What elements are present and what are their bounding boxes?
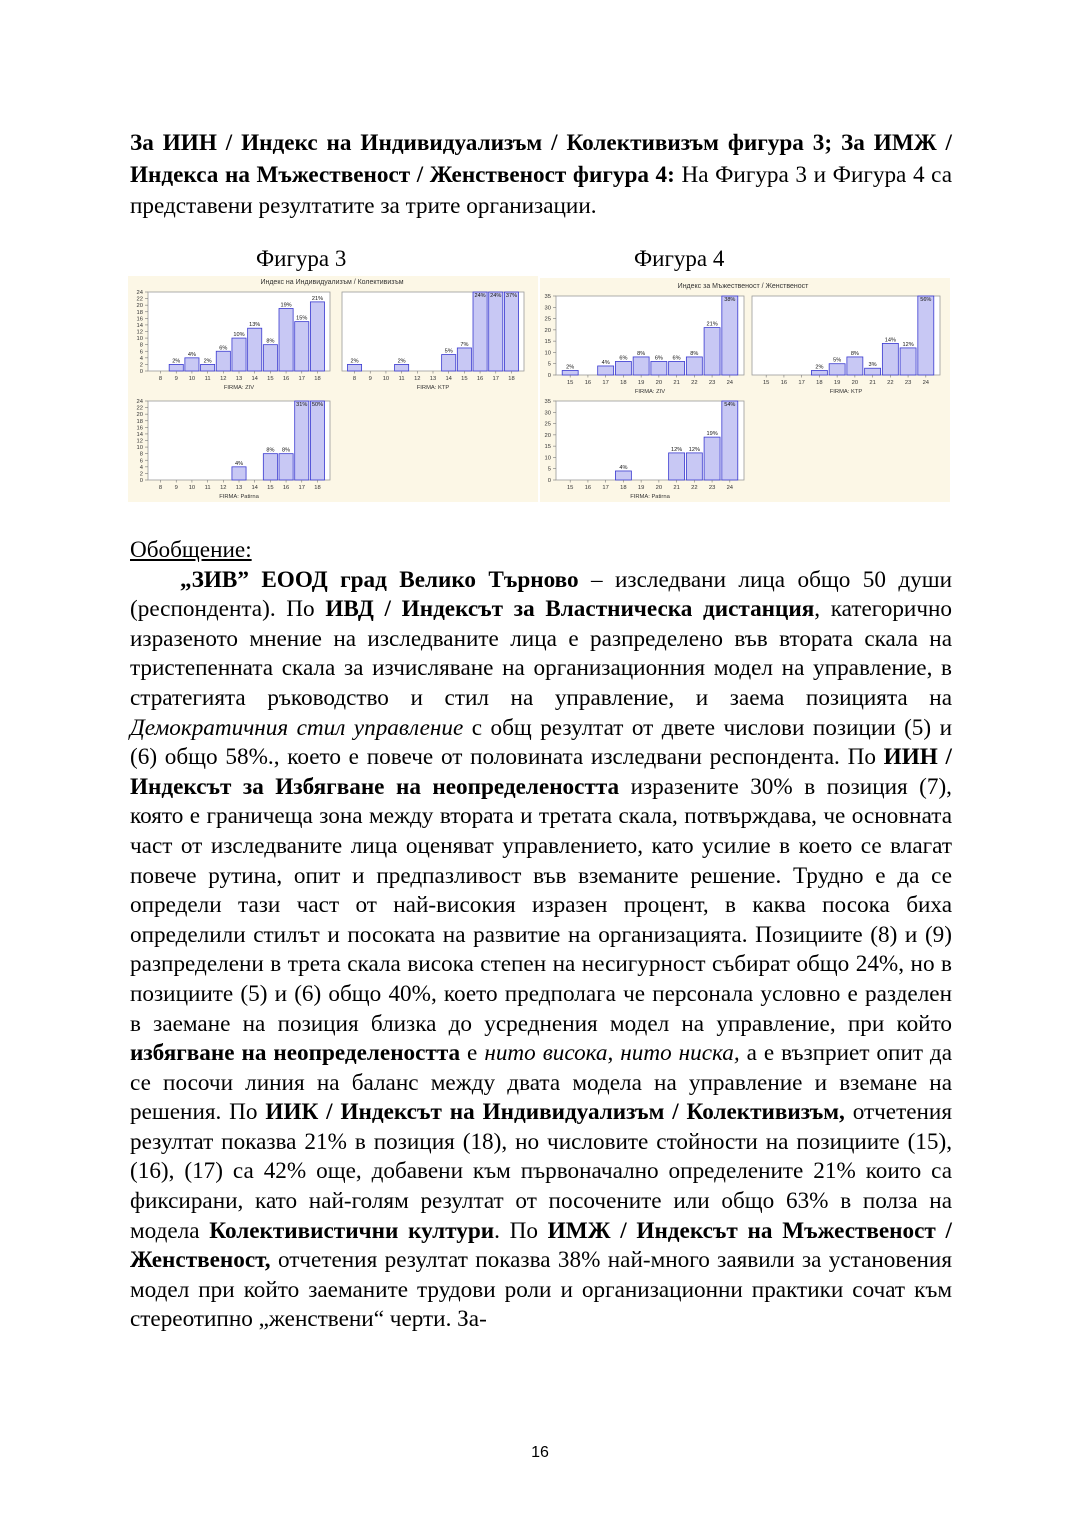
- chart-1-xtick-label: 17: [298, 376, 305, 382]
- chart-6-ytick-label: 20: [544, 432, 551, 439]
- chart-6-xtick-label: 20: [655, 485, 663, 491]
- chart-4-data-label: 6%: [654, 355, 663, 362]
- chart-2-xtick-label: 17: [492, 376, 499, 382]
- chart-4-xtick-label: 15: [566, 380, 574, 386]
- chart-3-ytick-label: 0: [139, 478, 143, 484]
- summary-text-16: . По: [494, 1217, 548, 1244]
- charts-area: [0, 0, 1080, 520]
- chart-5-data-label: 2%: [815, 364, 824, 371]
- figure-4-label: Фигура 4: [634, 246, 725, 271]
- chart-6-xtick-label: 23: [708, 485, 716, 491]
- chart-5-data-label: 14%: [884, 337, 896, 344]
- chart-1-data-label: 19%: [280, 302, 292, 309]
- chart-5-bar: [811, 370, 827, 375]
- chart-3-ytick-label: 18: [136, 418, 143, 425]
- intro-bold: За ИИН / Индекс на Индивидуализъм / Колективизъм фигура 3; За ИМЖ / Индекса на Мъжественост / Женственост фигура 4:: [130, 130, 952, 188]
- chart-6-ytick-label: 25: [544, 421, 551, 428]
- chart-3-ytick-label: 20: [136, 412, 143, 419]
- chart-1-bar: [295, 322, 309, 371]
- chart-1-xtick-label: 15: [267, 376, 274, 382]
- summary-italic-5: Демократичния стил управление: [130, 714, 464, 741]
- chart-1-xlabel: FIRMA: ZIV: [223, 385, 255, 391]
- chart-1-ytick-label: 20: [136, 303, 143, 310]
- chart-5-xtick-label: 17: [798, 380, 805, 386]
- chart-4-bar: [722, 296, 738, 375]
- chart-4-ytick-label: 35: [544, 294, 551, 300]
- chart-1-bar: [232, 338, 246, 371]
- chart-6-data-label: 12%: [671, 446, 683, 453]
- chart-1-ytick-label: 8: [139, 342, 143, 349]
- chart-6-ytick-label: 10: [544, 455, 551, 462]
- chart-3-bar: [310, 401, 324, 480]
- chart-1-data-label: 21%: [311, 295, 324, 302]
- chart-2-xtick-label: 14: [445, 376, 452, 382]
- chart-6-bar: [722, 401, 738, 480]
- chart-6-data-label: 4%: [619, 464, 628, 471]
- chart-6-ytick-label: 5: [547, 466, 551, 473]
- chart-3-xtick-label: 8: [158, 485, 163, 491]
- chart-1-ytick-label: 6: [139, 349, 143, 356]
- chart-2-data-label: 24%: [474, 293, 486, 299]
- chart-1-xtick-label: 8: [158, 376, 163, 382]
- chart-4-ytick-label: 0: [547, 373, 551, 379]
- chart-4-data-label: 6%: [619, 355, 628, 362]
- chart-5-data-label: 5%: [833, 357, 842, 364]
- chart-1-xtick-label: 13: [235, 376, 243, 382]
- summary-bold-1: „ЗИВ” ЕООД град Велико Търново: [180, 566, 579, 593]
- chart-5-xtick-label: 20: [851, 380, 859, 386]
- chart-4-data-label: 4%: [601, 359, 610, 366]
- chart-3-bar: [232, 467, 246, 480]
- page-number: 16: [531, 1444, 549, 1461]
- chart-4-data-label: 6%: [672, 355, 681, 362]
- summary-heading: Обобщение:: [130, 537, 252, 563]
- chart-3-bar: [295, 401, 309, 480]
- chart-1-ytick-label: 2: [139, 362, 143, 369]
- chart-3-ytick-label: 14: [136, 431, 143, 438]
- chart-4-data-label: 8%: [637, 350, 646, 357]
- chart-4-ytick-label: 25: [544, 316, 551, 323]
- chart-1-bar: [201, 364, 215, 371]
- chart-5-xtick-label: 22: [887, 380, 894, 386]
- chart-4-xtick-label: 20: [655, 380, 663, 386]
- chart-6-bar: [704, 437, 720, 480]
- chart-3-xtick-label: 12: [220, 485, 227, 491]
- chart-3-xlabel: FIRMA: Patirna: [219, 494, 259, 500]
- chart-4-xlabel: FIRMA: ZIV: [634, 389, 666, 395]
- chart-1-bar: [310, 302, 324, 371]
- summary-italic-11: нито висока, нито ниска,: [484, 1040, 740, 1067]
- chart-5-data-label: 12%: [902, 341, 914, 348]
- chart-6-data-label: 19%: [706, 431, 718, 438]
- chart-6-xtick-label: 18: [620, 485, 627, 491]
- chart-1-data-label: 2%: [203, 358, 212, 365]
- chart-2-data-label: 5%: [444, 348, 453, 355]
- chart-2-data-label: 7%: [460, 341, 469, 348]
- summary-bold-17: ИМЖ / Индексът на Мъжественост / Женственост,: [130, 1217, 952, 1274]
- chart-3-bar: [279, 454, 293, 480]
- chart-4-ytick-label: 20: [544, 327, 551, 334]
- chart-4-xtick-label: 24: [726, 380, 734, 386]
- chart-6-ytick-label: 0: [547, 478, 551, 484]
- chart-2-data-label: 24%: [490, 293, 502, 299]
- chart-5-xlabel: FIRMA: KTP: [829, 389, 863, 395]
- chart-4-data-label: 8%: [690, 350, 699, 357]
- chart-3-xtick-label: 15: [267, 485, 274, 491]
- chart-1-ytick-label: 16: [136, 316, 143, 323]
- chart-6-xtick-label: 19: [637, 485, 645, 491]
- chart-4-bar: [562, 370, 578, 375]
- chart-6-xtick-label: 16: [584, 485, 592, 491]
- chart-5-data-label: 3%: [868, 362, 877, 369]
- chart-1-ytick-label: 0: [139, 369, 143, 375]
- chart-3-xtick-label: 11: [204, 485, 211, 491]
- chart-1-ytick-label: 24: [136, 290, 143, 296]
- chart-6-xtick-label: 17: [602, 485, 609, 491]
- chart-2-data-label: 37%: [505, 293, 518, 299]
- chart-3-xtick-label: 18: [314, 485, 321, 491]
- chart-3-ytick-label: 4: [139, 464, 143, 471]
- chart-2-bar: [457, 348, 471, 371]
- chart-3-xtick-label: 10: [188, 485, 196, 491]
- chart-6-data-label: 12%: [688, 446, 700, 453]
- chart-5-bar: [882, 343, 898, 375]
- chart-5-bar: [918, 296, 934, 375]
- chart-6-bar: [615, 471, 631, 480]
- chart-1-bar: [263, 345, 277, 371]
- chart-3-ytick-label: 16: [136, 425, 143, 432]
- chart-2-bar: [347, 364, 361, 371]
- chart-6-bar: [669, 453, 685, 480]
- chart-1-xtick-label: 11: [204, 376, 211, 382]
- summary-text-8: изразените 30% в позиция (7), която е граничеща зона между втората и третата скала, потвърждава, че основната част от изследваните лица оценяват управлението, като усилие в което се влагат повече рутина, опит и предпазливост във вземаните решение. Трудно е да се определи тази част от най-високия изразен процент, в каква посока биха определили стилът и посоката на развитие на организацията. Позициите (8) и (9) разпределени в трета скала висока степен на несигурност събират общо 24%, но в позициите (5) и (6) общо 40%, което предполага че персонала условно е разделен в заемане на позиция близка до усреднения модел на управление, при който: [130, 773, 952, 1037]
- chart-2-bar: [473, 292, 487, 371]
- chart-5-data-label: 56%: [920, 297, 932, 303]
- chart-3-data-label: 31%: [296, 402, 308, 408]
- chart-2-xtick-label: 11: [398, 376, 405, 382]
- chart-1-xtick-label: 18: [314, 376, 321, 382]
- summary-paragraph: [130, 566, 952, 1335]
- chart-4-bar: [669, 361, 685, 375]
- chart-6-ytick-label: 35: [544, 399, 551, 405]
- chart-4-ytick-label: 5: [547, 361, 551, 368]
- chart-3-ytick-label: 6: [139, 458, 143, 465]
- chart-2-xtick-label: 9: [368, 376, 372, 382]
- summary-text-18: отчетения резултат показва 38% най-много заявили за установения модел при който заеманите трудови роли и организационни практики сочат към стереотипно „женствени“ черти. За-: [130, 1247, 952, 1333]
- chart-2-xtick-label: 10: [382, 376, 390, 382]
- chart-4-ytick-label: 15: [544, 339, 551, 346]
- chart-1-xtick-label: 12: [220, 376, 227, 382]
- chart-2-xlabel: FIRMA: KTP: [416, 385, 450, 391]
- chart-6-xtick-label: 22: [691, 485, 698, 491]
- chart-5-xtick-label: 23: [904, 380, 912, 386]
- chart-1-ytick-label: 10: [136, 336, 143, 343]
- chart-5-xtick-label: 24: [922, 380, 930, 386]
- chart-2-bar: [504, 292, 518, 371]
- chart-3-ytick-label: 2: [139, 471, 143, 478]
- chart-6-xtick-label: 21: [673, 485, 680, 491]
- chart-4-bar: [615, 361, 631, 375]
- chart-4-ytick-label: 30: [544, 305, 551, 312]
- summary-bold-7: ИИН / Индексът за Избягване на неопределеността: [130, 744, 952, 800]
- chart-5-xtick-label: 16: [780, 380, 788, 386]
- chart-2-xtick-label: 16: [476, 376, 484, 382]
- chart-2-xtick-label: 12: [414, 376, 421, 382]
- chart-2-bar: [395, 364, 409, 371]
- summary-bold-3: ИВД / Индексът за Властническа дистанция: [325, 596, 815, 623]
- chart-5-bar: [900, 348, 916, 375]
- chart-1-bar: [248, 328, 262, 371]
- chart-2-xtick-label: 15: [461, 376, 468, 382]
- chart-3-data-label: 4%: [234, 460, 244, 467]
- chart-6-ytick-label: 30: [544, 410, 551, 417]
- summary-bold-15: Колективистични култури: [209, 1217, 495, 1244]
- chart-2-xtick-label: 8: [352, 376, 357, 382]
- chart-2-data-label: 2%: [350, 358, 359, 365]
- chart-4-data-label: 38%: [724, 297, 736, 303]
- figure-4-chart-title: Индекс за Мъжественост / Женственост: [677, 283, 809, 290]
- chart-3-data-label: 8%: [266, 447, 275, 454]
- summary-bold-13: ИИК / Индексът на Индивидуализъм / Колективизъм,: [265, 1099, 845, 1126]
- chart-1-xtick-label: 16: [282, 376, 290, 382]
- chart-1-ytick-label: 14: [136, 322, 143, 329]
- chart-6-data-label: 54%: [724, 402, 736, 408]
- chart-1-data-label: 10%: [233, 332, 245, 339]
- chart-4-data-label: 2%: [566, 364, 575, 371]
- chart-6-bar: [686, 453, 702, 480]
- chart-4-bar: [651, 361, 667, 375]
- chart-6-xlabel: FIRMA: Patirna: [630, 494, 670, 500]
- summary-text-2: – изследвани лица общо 50 души (респондента). По: [130, 566, 952, 623]
- chart-1-data-label: 6%: [219, 345, 228, 352]
- chart-1-xtick-label: 14: [251, 376, 258, 382]
- chart-2-xtick-label: 13: [429, 376, 437, 382]
- chart-5-bar: [847, 357, 863, 375]
- chart-4-xtick-label: 18: [620, 380, 627, 386]
- chart-2-data-label: 2%: [397, 358, 406, 365]
- chart-4-xtick-label: 16: [584, 380, 592, 386]
- chart-1-data-label: 2%: [172, 358, 181, 365]
- chart-5-xtick-label: 15: [762, 380, 770, 386]
- chart-1-ytick-label: 4: [139, 355, 143, 362]
- summary-section: [130, 536, 952, 1335]
- chart-3-ytick-label: 22: [136, 405, 143, 412]
- chart-4-bar: [633, 357, 649, 375]
- chart-3-ytick-label: 12: [136, 438, 143, 445]
- chart-5-xtick-label: 21: [869, 380, 876, 386]
- chart-3-data-label: 50%: [311, 402, 324, 408]
- chart-1-ytick-label: 22: [136, 296, 143, 303]
- chart-3-bar: [263, 454, 277, 480]
- chart-4-xtick-label: 19: [637, 380, 645, 386]
- chart-5-data-label: 8%: [850, 350, 859, 357]
- chart-1-data-label: 13%: [249, 322, 261, 329]
- chart-3-xtick-label: 14: [251, 485, 258, 491]
- chart-5-bar: [829, 364, 845, 375]
- chart-3-ytick-label: 24: [136, 399, 143, 405]
- chart-1-ytick-label: 18: [136, 309, 143, 316]
- chart-1-bar: [185, 358, 199, 371]
- chart-3-xtick-label: 13: [235, 485, 243, 491]
- chart-1-bar: [279, 308, 293, 371]
- chart-4-xtick-label: 23: [708, 380, 716, 386]
- chart-6-xtick-label: 24: [726, 485, 734, 491]
- summary-text-12: а е възприет опит да се посочи линия на баланс между двата модела на управление и вземане на решения. По: [130, 1040, 953, 1126]
- chart-3-xtick-label: 9: [174, 485, 178, 491]
- chart-4-xtick-label: 17: [602, 380, 609, 386]
- figure-3-chart-title: Индекс на Индивидуализъм / Колективизъм: [260, 279, 404, 286]
- chart-4-ytick-label: 10: [544, 350, 551, 357]
- chart-2-xtick-label: 18: [508, 376, 515, 382]
- chart-1-data-label: 8%: [266, 338, 275, 345]
- chart-3-xtick-label: 17: [298, 485, 305, 491]
- chart-6-xtick-label: 15: [566, 485, 574, 491]
- chart-1-data-label: 15%: [296, 315, 308, 322]
- chart-4-data-label: 21%: [706, 321, 718, 328]
- chart-5-xtick-label: 18: [816, 380, 823, 386]
- summary-text-10: е: [460, 1040, 485, 1067]
- chart-2-bar: [489, 292, 503, 371]
- chart-5-xtick-label: 19: [833, 380, 841, 386]
- summary-bold-9: избягване на неопределеността: [130, 1040, 461, 1067]
- chart-1-data-label: 4%: [187, 351, 196, 358]
- chart-4-xtick-label: 21: [673, 380, 680, 386]
- chart-1-xtick-label: 9: [174, 376, 178, 382]
- intro-text: На Фигура 3 и Фигура 4 са представени резултатите за трите организации.: [130, 161, 953, 219]
- summary-text-6: с общ резултат от двете числови позиции (5) и (6) общо 58%., което е повече от половината изследвани респондента. По: [130, 714, 952, 771]
- chart-3-ytick-label: 10: [136, 445, 143, 452]
- summary-text-14: отчетения резултат показва 21% в позиция (18), но числовите стойности на позициите (15), (16), (17) са 42% още, добавени към първоначално определените 21% които са фиксирани, като най-голям резултат от посочените или общо 63% в полза на модела: [130, 1099, 952, 1244]
- chart-5-bar: [865, 368, 881, 375]
- chart-3-data-label: 8%: [282, 447, 291, 454]
- chart-4-bar: [686, 357, 702, 375]
- chart-6-ytick-label: 15: [544, 444, 551, 451]
- chart-1-ytick-label: 12: [136, 329, 143, 336]
- chart-4-bar: [598, 366, 614, 375]
- chart-1-bar: [216, 351, 230, 371]
- chart-3-ytick-label: 8: [139, 451, 143, 458]
- summary-text-4: , категорично изразеното мнение на изследваните лица е разпределено във втората скала на тристепенната скала за изчисляване на организационния модел на управление, в стратегията ръководство и стил на управление, и заема позицията на: [130, 596, 952, 711]
- chart-4-xtick-label: 22: [691, 380, 698, 386]
- chart-3-xtick-label: 16: [282, 485, 290, 491]
- chart-1-xtick-label: 10: [188, 376, 196, 382]
- figure-3-label: Фигура 3: [256, 246, 347, 271]
- chart-2-bar: [442, 355, 456, 371]
- chart-1-bar: [169, 364, 183, 371]
- chart-4-bar: [704, 328, 720, 375]
